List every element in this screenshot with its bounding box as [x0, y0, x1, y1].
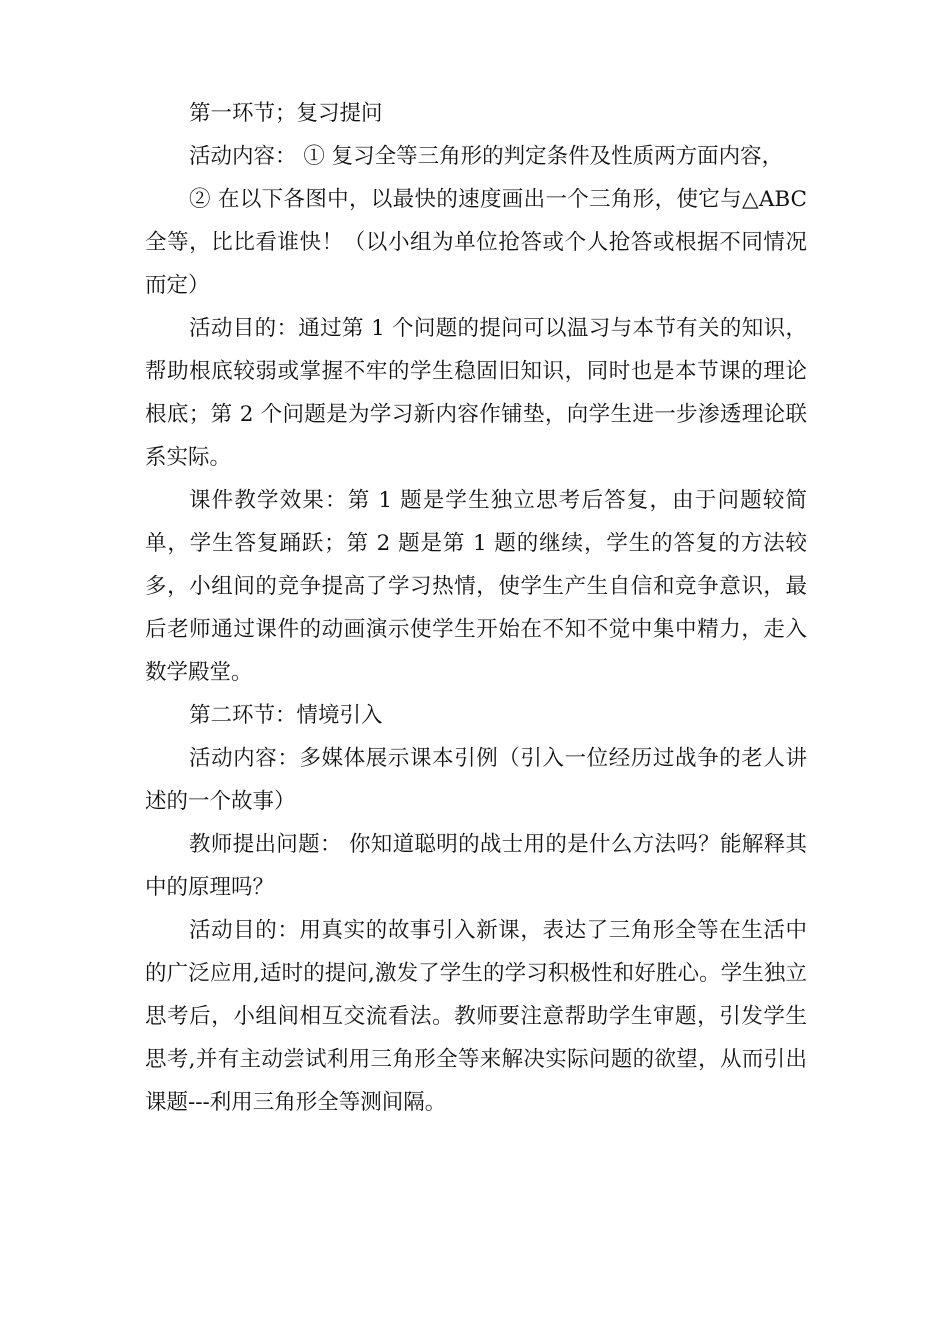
- activity-purpose-paragraph: 活动目的：通过第 1 个问题的提问可以温习与本节有关的知识，帮助根底较弱或掌握不牢的学生稳固旧知识，同时也是本节课的理论根底；第 2 个问题是为学习新内容作铺垫，向学生进一步渗透理论联系实际。: [145, 316, 807, 470]
- scenario-purpose-paragraph: 活动目的：用真实的故事引入新课，表达了三角形全等在生活中的广泛应用,适时的提问,激发了学生的学习积极性和好胜心。学生独立思考后，小组间相互交流看法。教师要注意帮助学生审题，引发学生思考,并有主动尝试利用三角形全等来解决实际问题的欲望，从而引出课题---利用三角形全等测间隔。: [145, 918, 807, 1115]
- courseware-effect-paragraph: 课件教学效果：第 1 题是学生独立思考后答复，由于问题较简单，学生答复踊跃；第 2 题是第 1 题的继续，学生的答复的方法较多，小组间的竞争提高了学习热情，使学生产生自信和竞争意识，最后老师通过课件的动画演示使学生开始在不知不觉中集中精力，走入数学殿堂。: [145, 488, 807, 685]
- teacher-question-paragraph: 教师提出问题： 你知道聪明的战士用的是什么方法吗？能解释其中的原理吗？: [145, 832, 807, 900]
- section-heading-scenario: 第二环节：情境引入: [189, 703, 383, 728]
- scenario-content-paragraph: 活动内容：多媒体展示课本引例（引入一位经历过战争的老人讲述的一个故事）: [145, 746, 807, 814]
- activity-content-paragraph: 活动内容： ① 复习全等三角形的判定条件及性质两方面内容，: [189, 144, 784, 169]
- section-heading-review: 第一环节；复习提问: [189, 101, 383, 126]
- document-body: [145, 92, 807, 1124]
- activity-content-item-2: ② 在以下各图中，以最快的速度画出一个三角形，使它与△ABC 全等，比比看谁快！（以小组为单位抢答或个人抢答或根据不同情况而定）: [145, 187, 807, 298]
